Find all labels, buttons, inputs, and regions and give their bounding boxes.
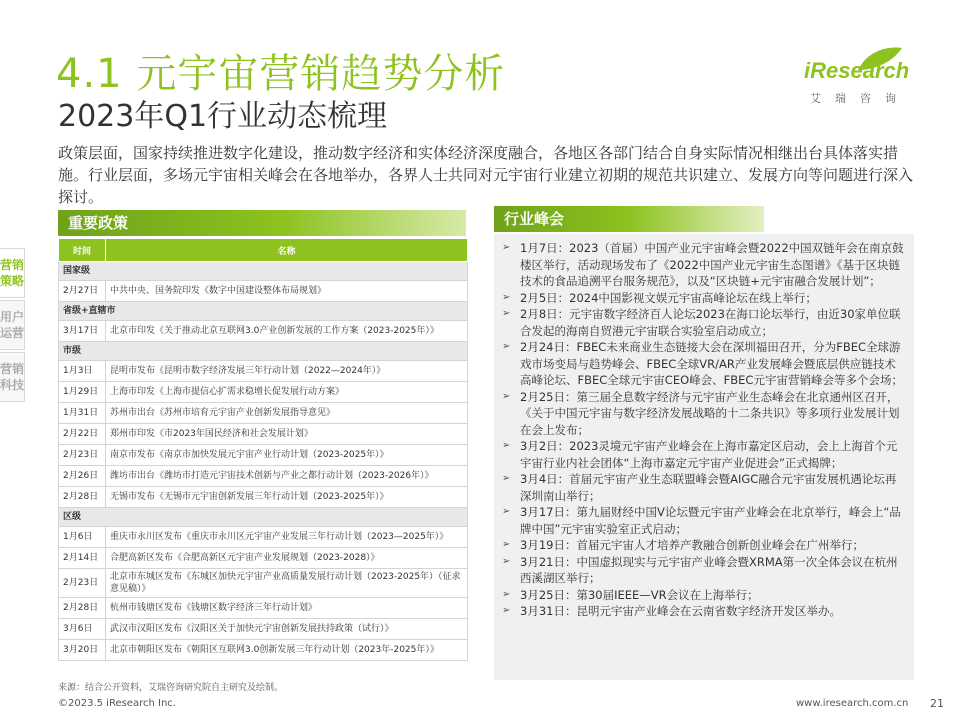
table-row [59,361,468,382]
list-item [502,240,904,290]
policy-name: 北京市朝阳区发布《朝阳区互联网3.0创新发展三年行动计划（2023年-2025年）》 [106,640,468,661]
col-time-header: 时间 [59,239,106,262]
policy-date: 2月26日 [59,466,106,487]
policy-date: 2月23日 [59,445,106,466]
policy-date: 1月29日 [59,382,106,403]
table-category-row [59,262,468,281]
events-panel [494,234,914,680]
policy-date: 3月6日 [59,619,106,640]
list-item [502,438,904,471]
policy-table [58,238,468,661]
list-item [502,504,904,537]
events-list [494,234,914,620]
bullet-arrow-icon: ➢ [502,588,511,600]
events-section-heading: 行业峰会 [494,206,764,232]
side-tab-user-operation[interactable]: 用户运营 [0,300,25,350]
event-text: 3月17日：第九届财经中国V论坛暨元宇宙产业峰会在北京举行，峰会上“品牌中国”元宇宙实验室正式启动； [520,505,901,536]
bullet-arrow-icon: ➢ [502,605,511,616]
event-text: 3月31日：昆明元宇宙产业峰会在云南省数字经济开发区举办。 [520,604,841,618]
side-tabs [0,248,26,404]
page-number: 21 [930,697,944,710]
policy-date: 3月20日 [59,640,106,661]
event-text: 3月19日：首届元宇宙人才培养产教融合创新创业峰会在广州举行； [520,538,864,552]
policy-name: 中共中央、国务院印发《数字中国建设整体布局规划》 [106,281,468,302]
table-row [59,382,468,403]
intro-paragraph: 政策层面，国家持续推进数字化建设，推动数字经济和实体经济深度融合，各地区各部门结合自身实际情况相继出台具体落实措施。行业层面，多场元宇宙相关峰会在各地举办，各界人士共同对元宇宙行业建立初期的规范共识建立、发展方向等问题进行深入探讨。 [58,144,914,206]
policy-date: 2月27日 [59,281,106,302]
event-text: 1月7日：2023（首届）中国产业元宇宙峰会暨2022中国双链年会在南京鼓楼区举行，活动现场发布了《2022中国产业元宇宙生态图谱》《基于区块链技术的食品追溯平台服务规范》，以及“区块链+元宇宙融合发展计划”； [520,241,904,288]
table-row [59,527,468,548]
footer-copyright: ©2023.5 iResearch Inc. [58,698,176,709]
table-row [59,424,468,445]
policy-name: 重庆市永川区发布《重庆市永川区元宇宙产业发展三年行动计划（2023—2025年）》 [106,527,468,548]
policy-date: 2月28日 [59,598,106,619]
footer-url[interactable]: www.iresearch.com.cn [796,698,909,709]
table-row [59,598,468,619]
list-item [502,471,904,504]
category-label: 市级 [59,342,468,361]
event-text: 2月5日：2024中国影视文娱元宇宙高峰论坛在线上举行； [520,290,817,305]
list-item [502,603,904,620]
list-item [502,587,904,604]
policy-date: 2月22日 [59,424,106,445]
logo-cn: 艾瑞咨询 [810,92,910,105]
table-row [59,466,468,487]
event-text: 3月25日：第30届IEEE—VR会议在上海举行； [520,587,759,602]
policy-date: 1月31日 [59,403,106,424]
policy-date: 1月3日 [59,361,106,382]
policy-name: 上海市印发《上海市提信心扩需求稳增长促发展行动方案》 [106,382,468,403]
table-category-row [59,342,468,361]
table-row [59,548,468,569]
side-tab-marketing-strategy[interactable]: 营销策略 [0,248,25,298]
bullet-arrow-icon: ➢ [502,308,511,319]
table-row [59,487,468,508]
bullet-arrow-icon: ➢ [502,506,511,517]
table-row [59,445,468,466]
col-name-header: 名称 [106,239,468,262]
bullet-arrow-icon: ➢ [502,341,511,352]
policy-name: 北京市东城区发布《东城区加快元宇宙产业高质量发展行动计划（2023-2025年）（征求意见稿）》 [106,569,468,598]
table-row [59,281,468,302]
table-row [59,403,468,424]
side-tab-marketing-tech[interactable]: 营销科技 [0,352,25,402]
event-text: 3月2日：2023灵境元宇宙产业峰会在上海市嘉定区启动，会上上海首个元宇宙行业内社会团体“上海市嘉定元宇宙产业促进会”正式揭牌； [520,439,898,470]
source-note: 来源：结合公开资料，艾瑞咨询研究院自主研究及绘制。 [58,683,284,693]
list-item [502,389,904,439]
policy-name: 无锡市发布《无锡市元宇宙创新发展三年行动计划（2023-2025年）》 [106,487,468,508]
bullet-arrow-icon: ➢ [502,473,511,484]
table-row [59,640,468,661]
page-title: 4.1 元宇宙营销趋势分析 [56,51,506,97]
policy-table-body [59,262,468,661]
table-category-row [59,508,468,527]
policy-date: 1月6日 [59,527,106,548]
event-text: 2月8日：元宇宙数字经济百人论坛2023在海口论坛举行，由近30家单位联合发起的海南自贸港元宇宙联合实验室启动成立； [520,307,901,338]
event-text: 3月4日：首届元宇宙产业生态联盟峰会暨AIGC融合元宇宙发展机遇论坛再深圳南山举行； [520,472,897,503]
category-label: 区级 [59,508,468,527]
policy-date: 2月14日 [59,548,106,569]
policy-name: 合肥高新区发布《合肥高新区元宇宙产业发展规划（2023-2028）》 [106,548,468,569]
list-item [502,306,904,339]
policy-name: 昆明市发布《昆明市数字经济发展三年行动计划（2022—2024年）》 [106,361,468,382]
table-header-row [59,239,468,262]
iresearch-logo [792,44,922,110]
policy-date: 3月17日 [59,321,106,342]
policy-section-heading: 重要政策 [58,210,466,236]
policy-name: 苏州市出台《苏州市培育元宇宙产业创新发展指导意见》 [106,403,468,424]
category-label: 省级+直辖市 [59,302,468,321]
bullet-arrow-icon: ➢ [502,390,511,402]
event-text: 3月21日：中国虚拟现实与元宇宙产业峰会暨XRMA第一次全体会议在杭州西溪湖区举行； [520,554,898,585]
list-item [502,554,904,587]
bullet-arrow-icon: ➢ [502,555,511,567]
table-row [59,321,468,342]
list-item [502,537,904,554]
policy-name: 武汉市汉阳区发布《汉阳区关于加快元宇宙创新发展扶持政策（试行）》 [106,619,468,640]
policy-date: 2月23日 [59,569,106,598]
policy-date: 2月28日 [59,487,106,508]
bullet-arrow-icon: ➢ [502,242,511,253]
table-row [59,569,468,598]
logo-brand: iResearch [804,58,910,83]
policy-name: 南京市发布《南京市加快发展元宇宙产业行动计划（2023-2025年）》 [106,445,468,466]
category-label: 国家级 [59,262,468,281]
event-text: 2月25日：第三届全息数字经济与元宇宙产业生态峰会在北京通州区召开，《关于中国元宇宙与数字经济发展战略的十二条共识》等多项行业发展计划在会上发布； [520,389,900,437]
page-subtitle: 2023年Q1行业动态梳理 [58,99,388,134]
policy-name: 北京市印发《关于推动北京互联网3.0产业创新发展的工作方案（2023-2025年）》 [106,321,468,342]
bullet-arrow-icon: ➢ [502,539,511,550]
policy-name: 潍坊市出台《潍坊市打造元宇宙技术创新与产业之都行动计划（2023-2026年）》 [106,466,468,487]
bullet-arrow-icon: ➢ [502,440,511,451]
event-text: 2月24日：FBEC未来商业生态链接大会在深圳福田召开，分为FBEC全球游戏市场变局与趋势峰会、FBEC全球VR/AR产业发展峰会暨底层供应链技术高峰论坛、FBEC全球元宇宙CEO峰会、FBEC元宇宙营销峰会等多个会场； [520,340,903,387]
table-row [59,619,468,640]
table-category-row [59,302,468,321]
policy-name: 杭州市钱塘区发布《钱塘区数字经济三年行动计划》 [106,598,468,619]
list-item [502,339,904,389]
bullet-arrow-icon: ➢ [502,291,511,303]
list-item [502,290,904,307]
policy-name: 郑州市印发《市2023年国民经济和社会发展计划》 [106,424,468,445]
